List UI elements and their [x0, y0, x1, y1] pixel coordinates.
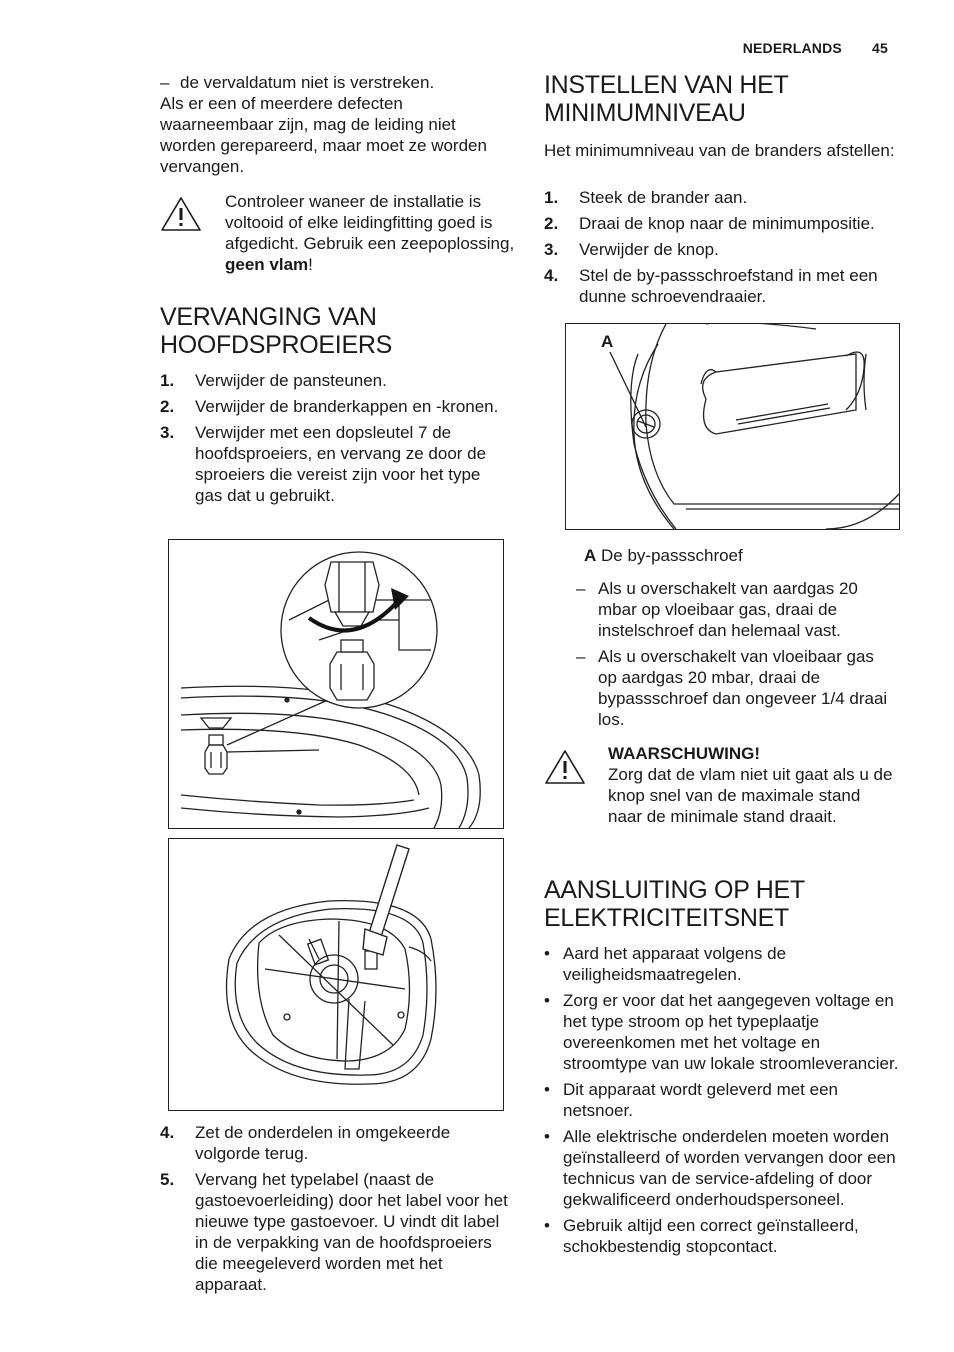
bypass-illustration: [566, 324, 899, 529]
bypass-figure: [565, 323, 900, 530]
section-title-nozzles: VERVANGING VAN HOOFDSPROEIERS: [160, 303, 392, 359]
section-title-electric: AANSLUITING OP HET ELEKTRICITEITSNET: [544, 876, 805, 932]
legend-text: De by-passschroef: [596, 546, 743, 565]
steps-list-b: [160, 1122, 512, 1300]
electric-bullets: [544, 943, 900, 1262]
list-item: • Gebruik altijd een correct geïnstalleerd, schokbestendig stopcontact.: [544, 1216, 859, 1256]
caution-icon: [160, 195, 202, 238]
list-item: 1. Verwijder de pansteunen.: [160, 371, 387, 390]
caution-bold: geen vlam: [225, 255, 309, 274]
list-item: – Als u overschakelt van vloeibaar gas op aardgas 20 mbar, draai de bypassschroef dan ongeveer 1/4 draai los.: [576, 647, 888, 729]
list-item: • Alle elektrische onderdelen moeten worden geïnstalleerd of worden vervangen door een technicus van de service-afdeling of door gekwalificeerd onderhoudspersoneel.: [544, 1127, 896, 1209]
caution-text: Controleer waneer de installatie is voltooid of elke leidingfitting goed is afgedicht. Gebruik een zeepoplossing, geen vlam!: [225, 192, 515, 274]
list-item: 4. Stel de by-passschroefstand in met een dunne schroevendraaier.: [544, 266, 878, 306]
burner-illustration: [169, 839, 503, 1110]
list-item: 1. Steek de brander aan.: [544, 188, 748, 207]
list-item: 2. Verwijder de branderkappen en -kronen.: [160, 397, 499, 416]
nozzle-figure: [168, 539, 504, 829]
page-header: [717, 38, 888, 59]
page-number: 45: [872, 40, 888, 56]
list-item: • Aard het apparaat volgens de veiligheidsmaatregelen.: [544, 944, 787, 984]
list-item: • Zorg er voor dat het aangegeven voltage en het type stroom op het typeplaatje overeenkomen met het voltage en stroomtype van uw lokale stroomleverancier.: [544, 991, 899, 1073]
burner-figure: [168, 838, 504, 1111]
dash-list: [576, 578, 896, 735]
nozzle-illustration: [169, 540, 503, 828]
list-item: – Als u overschakelt van aardgas 20 mbar op vloeibaar gas, draai de instelschroef dan helemaal vast.: [576, 579, 858, 640]
warning-text: Zorg dat de vlam niet uit gaat als u de knop snel van de maximale stand naar de minimale stand draait.: [608, 765, 893, 826]
list-item: 2. Draai de knop naar de minimumpositie.: [544, 214, 875, 233]
figure-legend: [584, 545, 743, 566]
warning-title: WAARSCHUWING!: [608, 744, 761, 763]
warning-icon: [544, 748, 586, 791]
intro-block: [160, 72, 512, 177]
list-item: 3. Verwijder met een dopsleutel 7 de hoofdsproeiers, en vervang ze door de sproeiers die vereist zijn voor het type gas dat u gebruikt.: [160, 423, 487, 505]
legend-key: A: [584, 546, 597, 565]
intro-paragraph: Als er een of meerdere defecten waarneembaar zijn, mag de leiding niet worden gerepareerd, maar moet ze worden vervangen.: [160, 94, 487, 176]
figure-label-a: A: [601, 332, 614, 351]
dash-mark: –: [160, 73, 170, 92]
list-item: • Dit apparaat wordt geleverd met een netsnoer.: [544, 1080, 838, 1120]
list-item: 5. Vervang het typelabel (naast de gastoevoerleiding) door het label voor het nieuwe type gastoevoer. U vindt dit label in de verpakking van de hoofdsproeiers die meegeleverd worden met het apparaat.: [160, 1170, 508, 1294]
list-item: 4. Zet de onderdelen in omgekeerde volgorde terug.: [160, 1123, 451, 1163]
warning-block: [608, 743, 898, 827]
steps-list-a: [160, 370, 512, 511]
header-language: NEDERLANDS: [742, 40, 842, 56]
section-title-minimum: INSTELLEN VAN HET MINIMUMNIVEAU: [544, 71, 789, 127]
minimum-intro: Het minimumniveau van de branders afstellen:: [544, 141, 895, 160]
steps-list-minimum: [544, 187, 900, 312]
list-item: 3. Verwijder de knop.: [544, 240, 719, 259]
intro-dash-text: de vervaldatum niet is verstreken.: [180, 73, 435, 92]
